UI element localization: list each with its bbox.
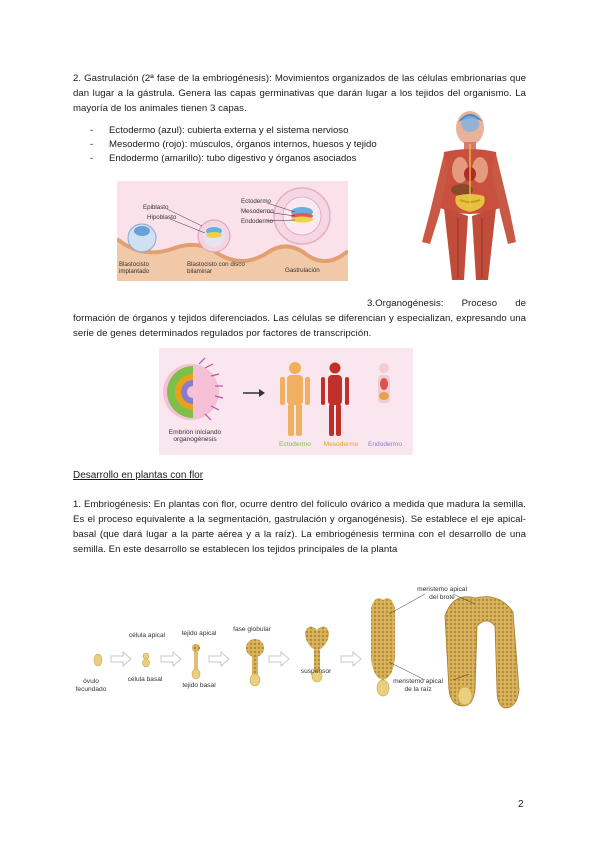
plants-heading: Desarrollo en plantas con flor [73,470,204,481]
organogenesis-paragraph: formación de órganos y tejidos diferenciados. Las células se diferencian y especializan, expresando una serie de genes determinados regulados por factores de transcripción. [73,313,526,339]
list-item: - Mesodermo (rojo): músculos, órganos internos, huesos y tejido [90,138,400,152]
label-meristemo-raiz: meristemo apical de la raíz [393,678,443,693]
label-gastrulacion: Gastrulación [285,267,320,274]
label-mesodermo-fig: Mesodermo [323,441,359,448]
label-fase-globular: fase globular [233,626,271,633]
label-meristemo-brote: meristemo apical del brote [417,586,467,601]
gastrulacion-paragraph: 2. Gastrulación (2ª fase de la embriogénesis): Movimientos organizados de las células embrionarias que dan lugar a la gástrula. Genera las capas germinativas que darán lugar a los tejidos del organismo. La mayoría de los animales tienen 3 capas. [73,73,526,114]
label-ovulo: óvulo fecundado [75,678,107,693]
plant-embryogenesis-figure [73,586,526,712]
organogenesis-figure [159,348,413,455]
list-item: - Ectodermo (azul): cubierta externa y el sistema nervioso [90,124,400,138]
label-ectodermo: Ectodermo [241,198,271,205]
germ-layer-list [90,124,400,166]
label-mesodermo: Mesodermo [241,208,274,215]
label-celula-basal: célula basal [127,676,163,683]
page-number: 2 [518,799,524,810]
label-epiblasto: Epiblasto [143,204,169,211]
label-endodermo: Endodermo [241,218,273,225]
label-embrion: Embrión iniciando organogénesis [168,429,222,443]
plants-paragraph: 1. Embriogénesis: En plantas con flor, ocurre dentro del folículo ovárico a medida que madura la semilla. Es el proceso equivalente a la segmentación, gastrulación y organogénesis). Se establece el eje apical-basal (que dará lugar a la parte aérea y a la raíz). La embriogénesis termina con el desarrollo de una semilla. En este desarrollo se establecen los tejidos principales de la planta [73,499,526,555]
label-tejido-basal: tejido basal [182,682,216,689]
list-item: - Endodermo (amarillo): tubo digestivo y órganos asociados [90,152,400,166]
organogenesis-heading: 3.Organogénesis: Proceso de [367,298,526,309]
label-blastocisto: Blastocisto implantado [119,261,150,275]
human-body-illustration [408,108,526,288]
gastrulation-figure [117,181,348,281]
label-disco-bilaminar: Blastocisto con disco bilaminar [187,261,245,275]
label-hipoblasto: Hipoblasto [147,214,177,221]
label-ectodermo-fig: Ectodermo [279,441,311,448]
label-tejido-apical: tejido apical [181,630,217,637]
label-endodermo-fig: Endodermo [367,441,403,448]
label-celula-apical: célula apical [128,632,166,639]
label-suspensor: suspensor [300,668,332,675]
